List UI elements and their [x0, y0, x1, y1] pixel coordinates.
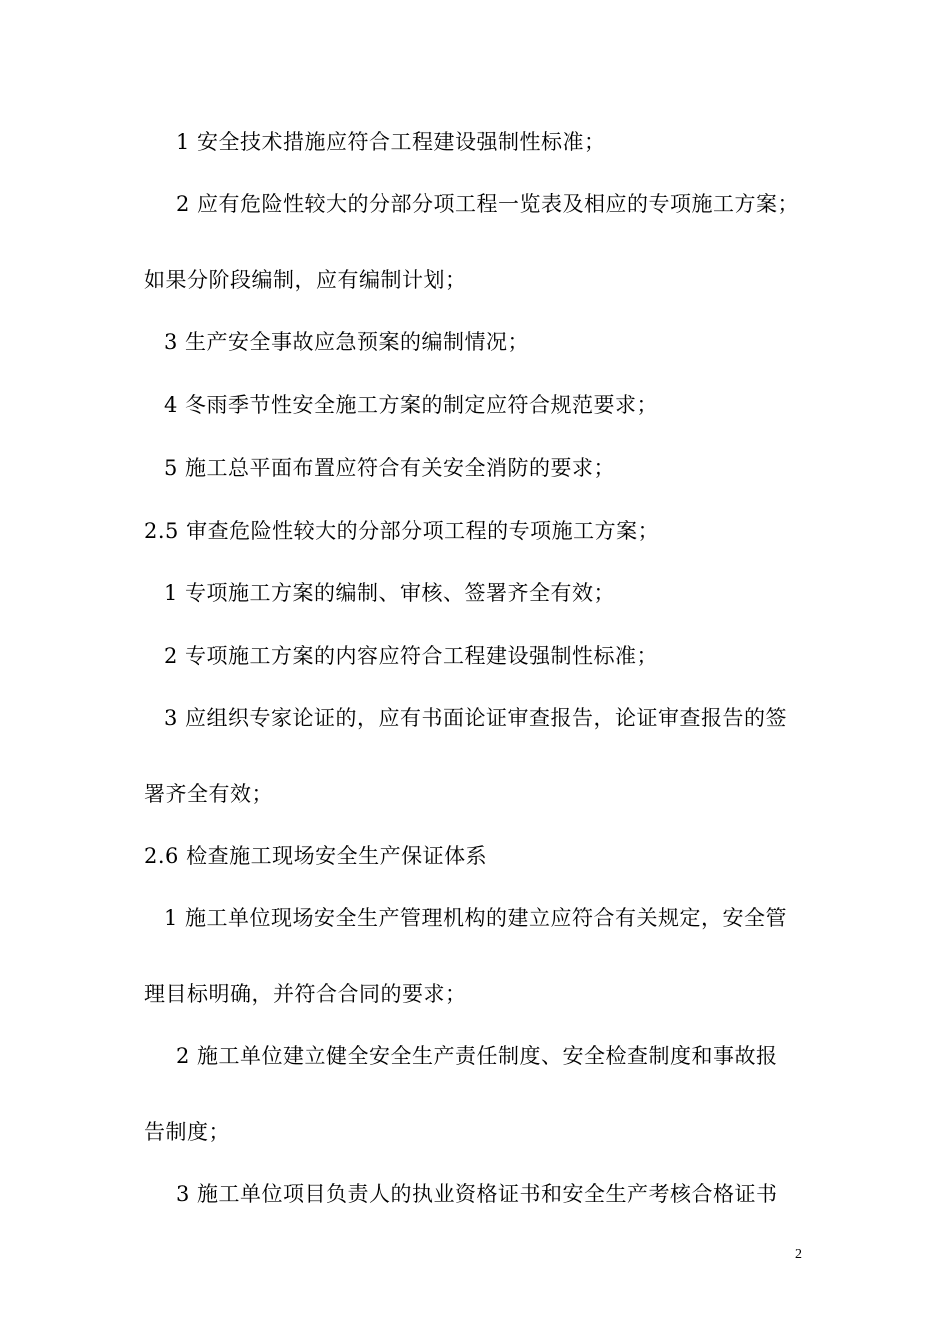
text-line-7: 2.5 审查危险性较大的分部分项工程的专项施工方案； [144, 519, 660, 543]
text-line-16: 告制度； [144, 1120, 230, 1144]
text-line-6: 5 施工总平面布置应符合有关安全消防的要求； [164, 456, 616, 480]
text-line-13: 1 施工单位现场安全生产管理机构的建立应符合有关规定，安全管 [164, 906, 788, 930]
text-line-15: 2 施工单位建立健全安全生产责任制度、安全检查制度和事故报 [176, 1044, 778, 1068]
text-line-10: 3 应组织专家论证的，应有书面论证审查报告，论证审查报告的签 [164, 706, 788, 730]
text-line-12: 2.6 检查施工现场安全生产保证体系 [144, 844, 488, 868]
page-number: 2 [795, 1247, 802, 1262]
text-line-8: 1 专项施工方案的编制、审核、签署齐全有效； [164, 581, 616, 605]
text-line-11: 署齐全有效； [144, 782, 273, 806]
text-line-14: 理目标明确，并符合合同的要求； [144, 982, 467, 1006]
text-line-5: 4 冬雨季节性安全施工方案的制定应符合规范要求； [164, 393, 659, 417]
text-line-4: 3 生产安全事故应急预案的编制情况； [164, 330, 530, 354]
text-line-17: 3 施工单位项目负责人的执业资格证书和安全生产考核合格证书 [176, 1182, 778, 1206]
text-line-2: 2 应有危险性较大的分部分项工程一览表及相应的专项施工方案； [176, 192, 800, 216]
text-line-9: 2 专项施工方案的内容应符合工程建设强制性标准； [164, 644, 659, 668]
text-line-1: 1 安全技术措施应符合工程建设强制性标准； [176, 130, 606, 154]
text-line-3: 如果分阶段编制，应有编制计划； [144, 268, 467, 292]
